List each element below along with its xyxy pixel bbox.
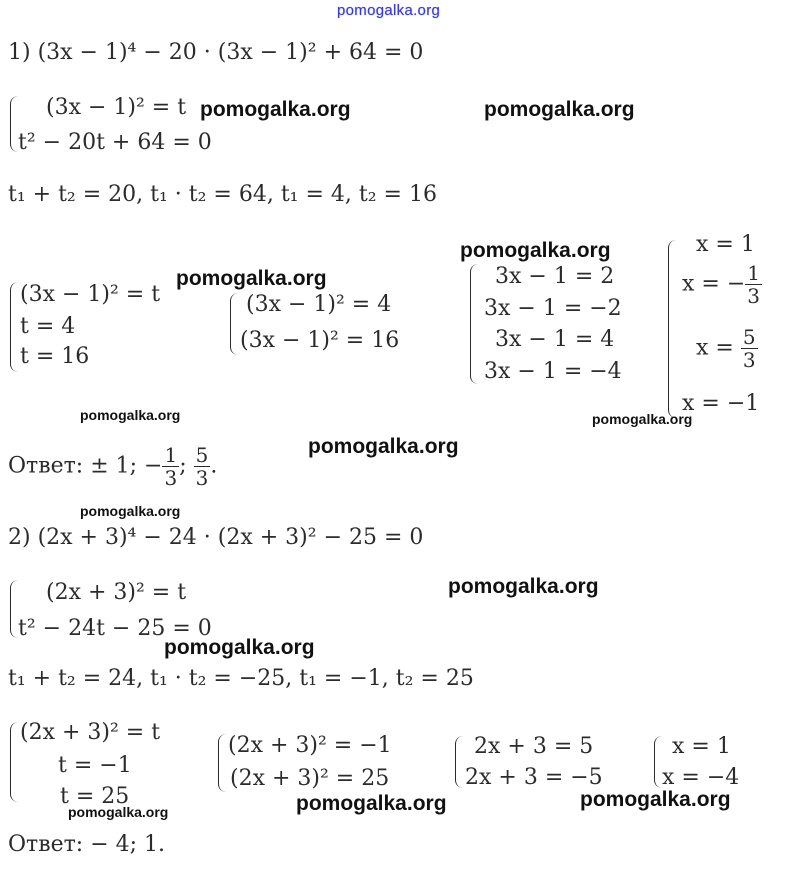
system-7-line-2: t = −1 <box>58 753 132 778</box>
fraction <box>741 326 758 371</box>
system-10-line-1: x = 1 <box>672 734 731 759</box>
fraction-denominator: 3 <box>747 284 760 308</box>
system-9-line-1: 2x + 3 = 5 <box>474 734 594 759</box>
equation-1: 1) (3x − 1)⁴ − 20 · (3x − 1)² + 64 = 0 <box>8 40 424 65</box>
system-6-line-2: t² − 24t − 25 = 0 <box>18 616 212 641</box>
system-5-line-2 <box>682 262 762 307</box>
equation-2: 2) (2x + 3)⁴ − 24 · (2x + 3)² − 25 = 0 <box>8 525 424 550</box>
system-1-line-2: t² − 20t + 64 = 0 <box>18 130 212 155</box>
system-6-line-1: (2x + 3)² = t <box>46 580 187 605</box>
fraction-numerator: 5 <box>195 443 209 467</box>
fraction-numerator: 1 <box>164 443 178 467</box>
system-8-line-2: (2x + 3)² = 25 <box>230 766 390 791</box>
system-5-line-4: x = −1 <box>682 391 760 416</box>
brace <box>470 264 481 384</box>
answer-2: Ответ: − 4; 1. <box>8 832 166 857</box>
watermark: pomogalka.org <box>592 411 693 427</box>
top-watermark: pomogalka.org <box>337 2 441 19</box>
fraction-denominator: 3 <box>195 466 209 490</box>
watermark: pomogalka.org <box>448 575 599 598</box>
system-4-line-4: 3x − 1 = −4 <box>484 359 622 384</box>
system-5-line-1: x = 1 <box>696 232 755 257</box>
fraction-denominator: 3 <box>742 348 756 372</box>
watermark: pomogalka.org <box>580 788 731 811</box>
system-5-line-3-prefix: x = <box>696 335 741 361</box>
answer-1 <box>8 444 217 489</box>
watermark: pomogalka.org <box>80 407 181 423</box>
fraction <box>745 262 762 307</box>
system-2-line-1: (3x − 1)² = t <box>20 282 161 307</box>
fraction <box>162 444 179 489</box>
system-8-line-1: (2x + 3)² = −1 <box>228 733 392 758</box>
system-2-line-3: t = 16 <box>20 344 90 369</box>
watermark: pomogalka.org <box>176 267 327 290</box>
system-7-line-1: (2x + 3)² = t <box>20 720 161 745</box>
fraction-numerator: 1 <box>747 261 760 285</box>
watermark: pomogalka.org <box>460 239 611 262</box>
watermark: pomogalka.org <box>68 804 169 820</box>
watermark: pomogalka.org <box>200 98 351 121</box>
watermark: pomogalka.org <box>164 636 315 659</box>
answer-1-prefix: Ответ: ± 1; − <box>8 453 163 479</box>
watermark: pomogalka.org <box>296 792 447 815</box>
fraction-denominator: 3 <box>164 466 178 490</box>
brace <box>668 240 679 418</box>
system-10-line-2: x = −4 <box>662 765 740 790</box>
vieta-line-1: t₁ + t₂ = 20, t₁ · t₂ = 64, t₁ = 4, t₂ = 16 <box>8 182 437 207</box>
system-5-line-2-prefix: x = − <box>682 271 746 297</box>
system-4-line-2: 3x − 1 = −2 <box>484 296 622 321</box>
watermark: pomogalka.org <box>80 503 181 519</box>
system-9-line-2: 2x + 3 = −5 <box>465 765 603 790</box>
system-4-line-3: 3x − 1 = 4 <box>495 327 615 352</box>
fraction-numerator: 5 <box>742 325 756 349</box>
fraction <box>194 444 211 489</box>
watermark: pomogalka.org <box>308 435 459 458</box>
watermark: pomogalka.org <box>484 98 635 121</box>
system-5-line-3 <box>696 326 758 371</box>
system-2-line-2: t = 4 <box>20 314 76 339</box>
system-3-line-2: (3x − 1)² = 16 <box>240 328 400 353</box>
system-1-line-1: (3x − 1)² = t <box>46 95 187 120</box>
vieta-line-2: t₁ + t₂ = 24, t₁ · t₂ = −25, t₁ = −1, t₂ = 25 <box>8 666 474 691</box>
answer-1-end: . <box>210 453 218 479</box>
answer-1-separator: ; <box>179 453 194 479</box>
system-4-line-1: 3x − 1 = 2 <box>495 264 615 289</box>
system-3-line-1: (3x − 1)² = 4 <box>246 292 392 317</box>
system-7-line-3: t = 25 <box>60 784 130 809</box>
